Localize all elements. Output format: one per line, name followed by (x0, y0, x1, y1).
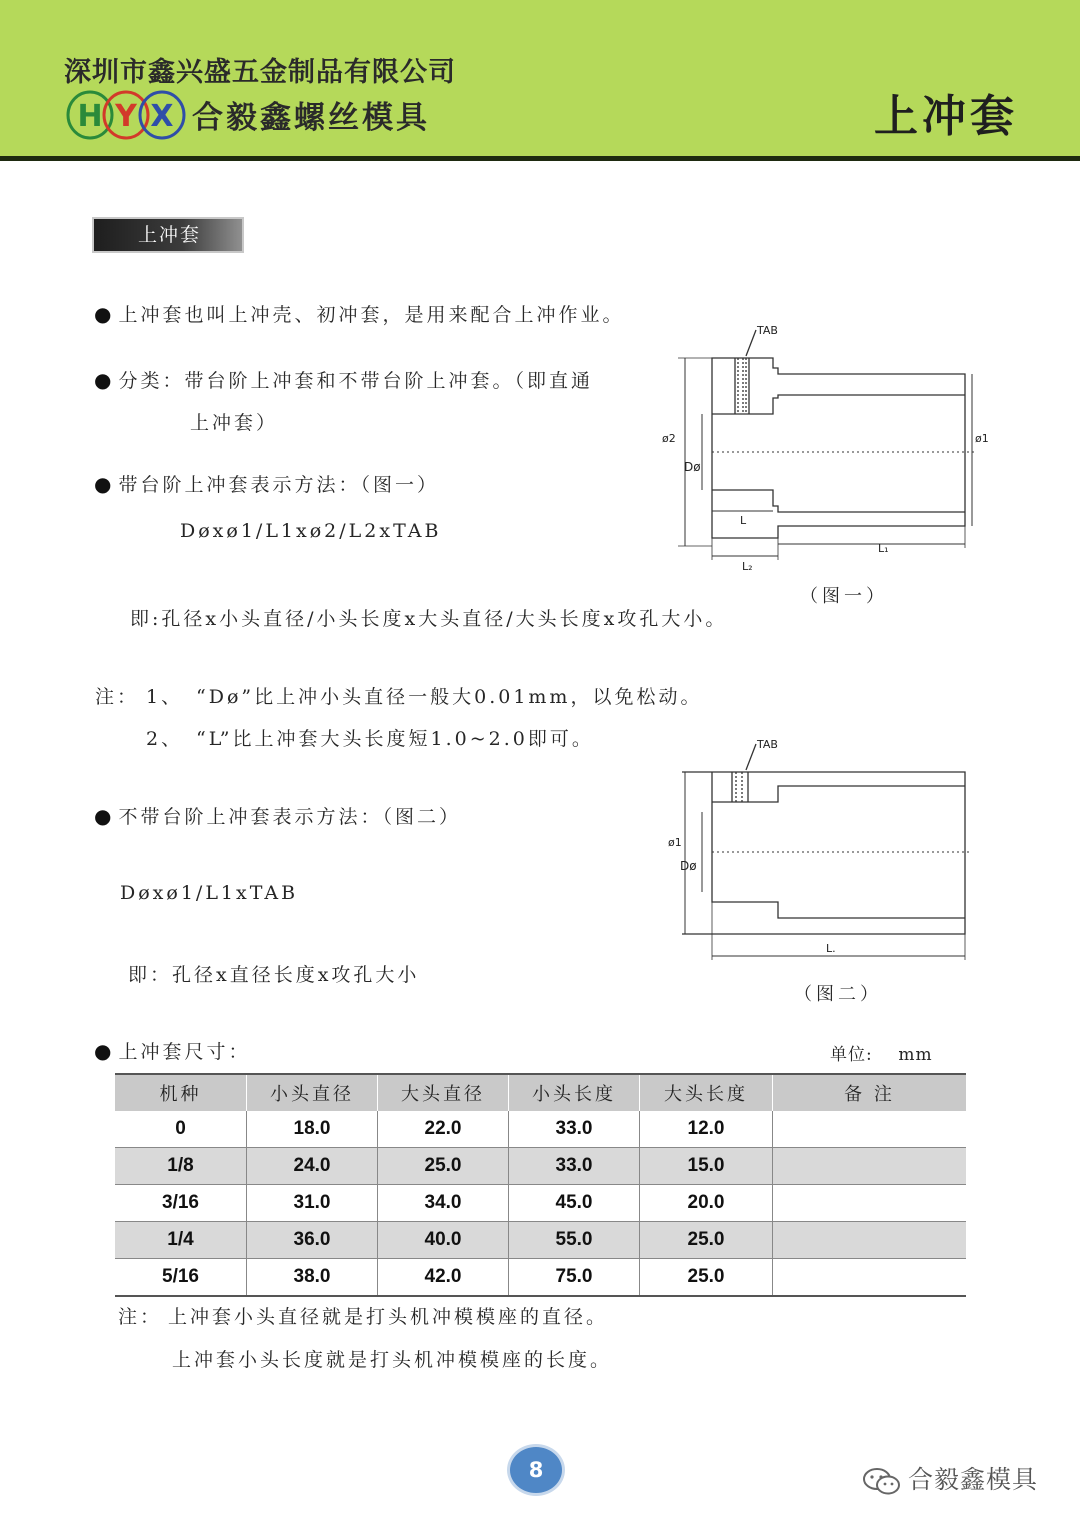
cell (773, 1259, 967, 1297)
figure-1-diagram (660, 318, 990, 578)
cell: 18.0 (247, 1111, 378, 1148)
section-tag: 上冲套 (92, 217, 244, 253)
cell: 38.0 (247, 1259, 378, 1297)
cell: 36.0 (247, 1222, 378, 1259)
cell (773, 1222, 967, 1259)
col-model: 机种 (115, 1074, 247, 1111)
sizes-table (115, 1073, 966, 1297)
fig1-l-label: L (740, 514, 747, 527)
classification-continued: 上冲套） (190, 412, 279, 434)
table-row (115, 1259, 966, 1297)
brand-name: 合毅鑫螺丝模具 (192, 100, 430, 136)
cell: 12.0 (640, 1111, 773, 1148)
table-row (115, 1222, 966, 1259)
col-remarks: 备 注 (773, 1074, 967, 1111)
cell: 0 (115, 1111, 247, 1148)
logo-letter-y: Y (115, 99, 137, 134)
fig2-d-label: Dø (680, 859, 697, 873)
fig1-d-label: Dø (684, 460, 701, 474)
table-header-row (115, 1074, 966, 1111)
stepped-meaning: 即:孔径x小头直径/小头长度x大头直径/大头长度x攻孔大小。 (130, 608, 728, 630)
cell: 42.0 (378, 1259, 509, 1297)
intro-text: 上冲套也叫上冲壳、初冲套，是用来配合上冲作业。 (118, 304, 625, 326)
bottom-note-2: 上冲套小头长度就是打头机冲模模座的长度。 (172, 1349, 613, 1371)
cell: 3/16 (115, 1185, 247, 1222)
page-title: 上冲套 (874, 91, 1018, 142)
watermark (862, 1460, 1038, 1496)
straight-heading-text: 不带台阶上冲套表示方法：（图二） (118, 806, 461, 828)
fig2-tab-label: TAB (757, 738, 778, 751)
cell: 75.0 (509, 1259, 640, 1297)
cell (773, 1185, 967, 1222)
stepped-heading-text: 带台阶上冲套表示方法：（图一） (118, 474, 439, 496)
unit-indicator (830, 1040, 933, 1065)
cell: 33.0 (509, 1111, 640, 1148)
figure-1-caption: （图一） (800, 586, 888, 607)
table-row (115, 1148, 966, 1185)
sizes-heading-text: 上冲套尺寸： (118, 1041, 251, 1063)
table-row (115, 1111, 966, 1148)
hyx-logo (66, 88, 186, 142)
intro-line (94, 300, 624, 327)
cell: 15.0 (640, 1148, 773, 1185)
table-row (115, 1185, 966, 1222)
col-small-diameter: 小头直径 (247, 1074, 378, 1111)
unit-value: mm (898, 1045, 933, 1065)
note-2-index: 2、 (146, 728, 184, 750)
figure-2-diagram (660, 732, 980, 972)
fig2-phi1-label: ø1 (668, 836, 682, 849)
watermark-text: 合毅鑫模具 (908, 1465, 1039, 1494)
cell: 20.0 (640, 1185, 773, 1222)
fig1-l1-label: L₁ (878, 542, 889, 555)
cell: 45.0 (509, 1185, 640, 1222)
unit-label: 单位: (830, 1045, 873, 1065)
straight-heading (94, 802, 461, 829)
sizes-heading (94, 1037, 250, 1064)
note-2: “L”比上冲套大头长度短1.0~2.0即可。 (196, 728, 594, 750)
logo-letter-h: H (77, 99, 103, 134)
note-1-index: 1、 (146, 686, 184, 708)
bottom-note-label: 注： (118, 1306, 163, 1328)
col-small-length: 小头长度 (509, 1074, 640, 1111)
cell: 22.0 (378, 1111, 509, 1148)
cell: 55.0 (509, 1222, 640, 1259)
cell: 5/16 (115, 1259, 247, 1297)
classification-line (94, 366, 593, 393)
cell: 25.0 (640, 1259, 773, 1297)
cell: 25.0 (378, 1148, 509, 1185)
cell: 1/4 (115, 1222, 247, 1259)
cell: 31.0 (247, 1185, 378, 1222)
cell: 1/8 (115, 1148, 247, 1185)
stepped-heading (94, 470, 439, 497)
stepped-formula: Døxø1/L1xø2/L2xTAB (180, 520, 442, 542)
note-label: 注： (95, 686, 140, 708)
classification-text: 分类：带台阶上冲套和不带台阶上冲套。（即直通 (118, 370, 593, 392)
wechat-icon (862, 1466, 902, 1496)
col-large-length: 大头长度 (640, 1074, 773, 1111)
cell: 34.0 (378, 1185, 509, 1222)
fig1-phi2-label: ø2 (662, 432, 676, 445)
cell (773, 1148, 967, 1185)
fig1-tab-label: TAB (757, 324, 778, 337)
logo-letter-x: X (150, 99, 174, 134)
page-number: 8 (507, 1444, 565, 1496)
cell (773, 1111, 967, 1148)
cell: 24.0 (247, 1148, 378, 1185)
cell: 33.0 (509, 1148, 640, 1185)
straight-meaning: 即：孔径x直径长度x攻孔大小 (128, 964, 420, 986)
cell: 25.0 (640, 1222, 773, 1259)
bottom-note-1: 上冲套小头直径就是打头机冲模模座的直径。 (168, 1306, 609, 1328)
cell: 40.0 (378, 1222, 509, 1259)
figure-2-caption: （图二） (794, 984, 882, 1005)
straight-formula: Døxø1/L1xTAB (120, 882, 299, 904)
fig2-l-label: L. (826, 942, 836, 955)
col-large-diameter: 大头直径 (378, 1074, 509, 1111)
note-1: “Dø”比上冲小头直径一般大0.01mm，以免松动。 (196, 686, 703, 708)
header-banner (0, 0, 1080, 161)
company-name: 深圳市鑫兴盛五金制品有限公司 (64, 57, 456, 88)
fig1-phi1-label: ø1 (975, 432, 989, 445)
fig1-l2-label: L₂ (742, 560, 753, 573)
